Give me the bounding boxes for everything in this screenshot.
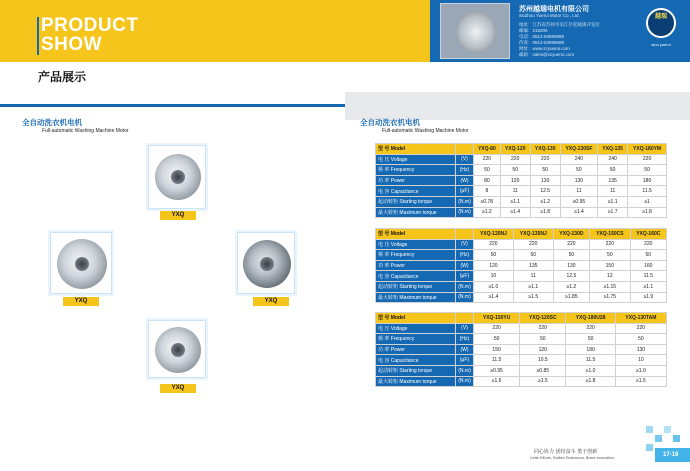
company-name-cn: 苏州越瑞电机有限公司 <box>519 6 589 13</box>
spec-value: ≥1.7 <box>598 207 628 218</box>
row-unit: (N.m) <box>456 281 474 292</box>
row-label: 型 号 Model <box>376 229 456 240</box>
row-unit: (N.m) <box>456 365 474 376</box>
table-row <box>376 165 667 176</box>
row-unit <box>456 144 474 155</box>
table-header-row <box>376 313 667 324</box>
table-row <box>376 292 667 303</box>
spec-value: 80 <box>474 175 501 186</box>
table-row <box>376 196 667 207</box>
left-blue-underline <box>0 104 345 107</box>
spec-value: 220 <box>513 239 553 250</box>
decor-square <box>646 444 653 451</box>
spec-value: 11 <box>598 186 628 197</box>
row-label: 最大转矩 Maximum torque <box>376 376 456 387</box>
spec-value: 12 <box>590 271 631 282</box>
row-label: 最大转矩 Maximum torque <box>376 207 456 218</box>
contact-line: 地址：江苏省苏州市吴江区松陵镇开发区 <box>519 22 600 27</box>
spec-value: ≥1.6 <box>474 376 520 387</box>
table-row <box>376 271 667 282</box>
row-unit <box>456 313 474 324</box>
spec-value: 50 <box>590 250 631 261</box>
decor-square <box>673 435 680 442</box>
motor-disc-icon <box>456 12 496 52</box>
spec-value: ≥1.4 <box>560 207 597 218</box>
product-label: YXQ <box>160 384 196 393</box>
spec-value: 130 <box>560 175 597 186</box>
spec-value: 50 <box>530 165 560 176</box>
row-label: 电 容 Capacitance <box>376 355 456 366</box>
row-label: 电 压 Voltage <box>376 154 456 165</box>
table-row <box>376 281 667 292</box>
spec-value: 50 <box>513 250 553 261</box>
model-name: YXQ-120SC <box>520 313 566 324</box>
spec-value: 220 <box>474 323 520 334</box>
motor-hub-icon <box>75 257 89 271</box>
spec-value: 130 <box>553 260 589 271</box>
spec-value: 180 <box>628 175 667 186</box>
model-name: YXQ-120NJ <box>474 229 514 240</box>
spec-value: 220 <box>615 323 666 334</box>
spec-value: ≥1.0 <box>474 281 514 292</box>
spec-value: 50 <box>474 250 514 261</box>
spec-value: 11.5 <box>474 355 520 366</box>
row-label: 功 率 Power <box>376 344 456 355</box>
spec-value: 10 <box>615 355 666 366</box>
table-row <box>376 154 667 165</box>
spec-value: ≥1.9 <box>630 292 666 303</box>
table-row <box>376 344 667 355</box>
spec-value: ≥1.2 <box>474 207 501 218</box>
spec-value: 11 <box>560 186 597 197</box>
spec-value: 220 <box>500 154 530 165</box>
spec-value: ≥1.5 <box>615 376 666 387</box>
spec-value: ≥1.8 <box>628 207 667 218</box>
model-name: YXQ-120 <box>500 144 530 155</box>
contact-line: 电话：0512-63999999 <box>519 34 565 39</box>
spec-value: 220 <box>474 239 514 250</box>
spec-value: 220 <box>474 154 501 165</box>
spec-value: ≥1.2 <box>530 196 560 207</box>
page-number: 17-18 <box>663 452 679 458</box>
motor-icon <box>155 154 201 200</box>
spec-value: 130 <box>530 175 560 186</box>
product-image-4 <box>148 320 206 378</box>
page-title-en: PRODUCT SHOW <box>41 15 139 55</box>
spec-value: ≥1.8 <box>566 376 615 387</box>
row-unit: (W) <box>456 344 474 355</box>
spec-value: 220 <box>628 154 667 165</box>
row-label: 功 率 Power <box>376 260 456 271</box>
spec-value: 240 <box>560 154 597 165</box>
spec-value: 10.5 <box>520 355 566 366</box>
spec-value: 120 <box>520 344 566 355</box>
left-section-title-cn: 全自动洗衣机电机 <box>22 118 82 127</box>
row-label: 频 率 Frequency <box>376 165 456 176</box>
product-label: YXQ <box>253 297 289 306</box>
title-accent-bar <box>37 17 39 55</box>
spec-value: 50 <box>560 165 597 176</box>
spec-value: 50 <box>630 250 666 261</box>
model-name: YXQ-150YU <box>474 313 520 324</box>
spec-value: 11.5 <box>628 186 667 197</box>
decor-square <box>664 426 671 433</box>
spec-value: ≥1.75 <box>590 292 631 303</box>
row-unit: (N.m) <box>456 376 474 387</box>
row-unit: (μF) <box>456 355 474 366</box>
spec-value: 220 <box>553 239 589 250</box>
spec-value: 50 <box>628 165 667 176</box>
product-label: YXQ <box>63 297 99 306</box>
spec-value: 220 <box>520 323 566 334</box>
spec-value: 50 <box>500 165 530 176</box>
contact-line: 网址：www.szyuerui.com <box>519 46 570 51</box>
table-row <box>376 376 667 387</box>
row-unit: (V) <box>456 239 474 250</box>
product-image-2 <box>50 232 112 294</box>
decor-square <box>646 426 653 433</box>
spec-value: 180 <box>566 344 615 355</box>
spec-value: 120 <box>500 175 530 186</box>
row-label: 起动转矩 Starting torque <box>376 281 456 292</box>
spec-value: ≥1 <box>628 196 667 207</box>
table-row <box>376 186 667 197</box>
row-label: 电 压 Voltage <box>376 239 456 250</box>
table-row <box>376 260 667 271</box>
spec-value: ≥0.95 <box>474 365 520 376</box>
row-label: 功 率 Power <box>376 175 456 186</box>
table-row <box>376 239 667 250</box>
row-label: 型 号 Model <box>376 313 456 324</box>
spec-value: 160 <box>630 260 666 271</box>
model-name: YXQ-135NJ <box>513 229 553 240</box>
motor-icon <box>57 239 107 289</box>
page-title-cn: 产品展示 <box>38 70 87 84</box>
model-name: YXQ-130SF <box>560 144 597 155</box>
table-row <box>376 207 667 218</box>
row-unit: (V) <box>456 154 474 165</box>
table-row <box>376 334 667 345</box>
spec-value: ≥1.1 <box>500 196 530 207</box>
motor-photo-icon <box>440 3 510 59</box>
spec-value: 11 <box>513 271 553 282</box>
row-unit: (V) <box>456 323 474 334</box>
spec-value: 220 <box>566 323 615 334</box>
spec-value: ≥1.4 <box>500 207 530 218</box>
row-unit: (N.m) <box>456 292 474 303</box>
spec-value: 50 <box>474 334 520 345</box>
product-label: YXQ <box>160 211 196 220</box>
spec-value: 120 <box>474 260 514 271</box>
footer-slogan-cn: 同心协力 团结奋斗 勇于创新 <box>534 449 598 455</box>
spec-value: ≥1.15 <box>590 281 631 292</box>
row-label: 电 压 Voltage <box>376 323 456 334</box>
spec-value: 50 <box>520 334 566 345</box>
company-name-en: SuZhou Yuerui Motor Co., Ltd. <box>519 13 580 18</box>
row-label: 电 容 Capacitance <box>376 271 456 282</box>
model-name: YXQ-130TAM <box>615 313 666 324</box>
model-name: YXQ-180YM <box>628 144 667 155</box>
spec-value: 50 <box>615 334 666 345</box>
spec-value: 220 <box>630 239 666 250</box>
model-name: YXQ-160C <box>630 229 666 240</box>
row-label: 起动转矩 Starting torque <box>376 365 456 376</box>
row-unit: (N.m) <box>456 207 474 218</box>
spec-value: 11.5 <box>630 271 666 282</box>
table-row <box>376 175 667 186</box>
spec-value: ≥1.5 <box>513 292 553 303</box>
motor-hub-icon <box>171 170 185 184</box>
spec-value: 220 <box>590 239 631 250</box>
spec-value: 150 <box>474 344 520 355</box>
model-name: YXQ-130D <box>553 229 589 240</box>
spec-value: ≥0.85 <box>520 365 566 376</box>
company-logo <box>640 4 682 52</box>
row-label: 频 率 Frequency <box>376 334 456 345</box>
spec-table-3 <box>375 312 667 387</box>
contact-line: 传真：0512-63999998 <box>519 40 565 45</box>
row-label: 型 号 Model <box>376 144 456 155</box>
contact-line: 邮编：215200 <box>519 28 548 33</box>
motor-hub-icon <box>260 257 274 271</box>
spec-value: ≥1.5 <box>520 376 566 387</box>
left-section-title-en: Full-automatic Washing Machine Motor <box>42 128 129 134</box>
spec-value: 130 <box>615 344 666 355</box>
row-unit: (Hz) <box>456 334 474 345</box>
contact-line: 邮箱：sales@szyuerui.com <box>519 52 575 57</box>
model-name: YXQ-150CS <box>590 229 631 240</box>
row-unit: (μF) <box>456 271 474 282</box>
spec-value: 11 <box>500 186 530 197</box>
spec-value: ≥1.1 <box>630 281 666 292</box>
spec-table-1 <box>375 143 667 218</box>
spec-table-2 <box>375 228 667 303</box>
row-unit: (Hz) <box>456 250 474 261</box>
right-section-title-en: Full-automatic Washing Machine Motor <box>382 128 469 134</box>
row-unit: (N.m) <box>456 196 474 207</box>
spec-value: 50 <box>474 165 501 176</box>
logo-text-cn: 越瑞 <box>654 14 667 20</box>
spec-value: ≥0.95 <box>560 196 597 207</box>
row-label: 起动转矩 Starting torque <box>376 196 456 207</box>
spec-value: ≥1.0 <box>566 365 615 376</box>
spec-value: 240 <box>598 154 628 165</box>
spec-value: 220 <box>530 154 560 165</box>
spec-value: 50 <box>598 165 628 176</box>
row-unit <box>456 229 474 240</box>
model-name: YXQ-80 <box>474 144 501 155</box>
spec-value: 8 <box>474 186 501 197</box>
spec-value: 12.5 <box>530 186 560 197</box>
spec-value: 50 <box>553 250 589 261</box>
spec-value: 11.5 <box>566 355 615 366</box>
spec-value: 150 <box>590 260 631 271</box>
table-header-row <box>376 144 667 155</box>
motor-hub-icon <box>171 343 185 357</box>
right-grey-band <box>345 92 690 120</box>
spec-value: 135 <box>598 175 628 186</box>
spec-value: ≥1.1 <box>513 281 553 292</box>
table-row <box>376 365 667 376</box>
spec-value: ≥1.8 <box>530 207 560 218</box>
spec-value: 12.5 <box>553 271 589 282</box>
motor-icon <box>155 327 201 373</box>
product-image-3 <box>237 232 295 294</box>
table-row <box>376 355 667 366</box>
table-header-row <box>376 229 667 240</box>
product-image-1 <box>148 145 206 209</box>
table-row <box>376 323 667 334</box>
spec-value: ≥1.1 <box>598 196 628 207</box>
footer-slogan-en: Unite Efforts, Rallied Endeavour, Brave Innovation <box>530 456 615 460</box>
row-unit: (μF) <box>456 186 474 197</box>
table-row <box>376 250 667 261</box>
spec-value: 10 <box>474 271 514 282</box>
spec-value: 135 <box>513 260 553 271</box>
logo-text-en: sino yuerui <box>651 42 671 47</box>
spec-value: ≥1.85 <box>553 292 589 303</box>
row-unit: (W) <box>456 260 474 271</box>
spec-value: ≥1.2 <box>553 281 589 292</box>
row-unit: (Hz) <box>456 165 474 176</box>
row-label: 频 率 Frequency <box>376 250 456 261</box>
spec-value: ≥0.78 <box>474 196 501 207</box>
row-label: 最大转矩 Maximum torque <box>376 292 456 303</box>
model-name: YXQ-130 <box>530 144 560 155</box>
row-label: 电 容 Capacitance <box>376 186 456 197</box>
model-name: YXQ-180U28 <box>566 313 615 324</box>
spec-value: ≥1.0 <box>615 365 666 376</box>
right-section-title-cn: 全自动洗衣机电机 <box>360 118 420 127</box>
decor-square <box>655 435 662 442</box>
spec-value: ≥1.4 <box>474 292 514 303</box>
spec-value: 50 <box>566 334 615 345</box>
row-unit: (W) <box>456 175 474 186</box>
motor-icon <box>243 240 291 288</box>
model-name: YXQ-135 <box>598 144 628 155</box>
